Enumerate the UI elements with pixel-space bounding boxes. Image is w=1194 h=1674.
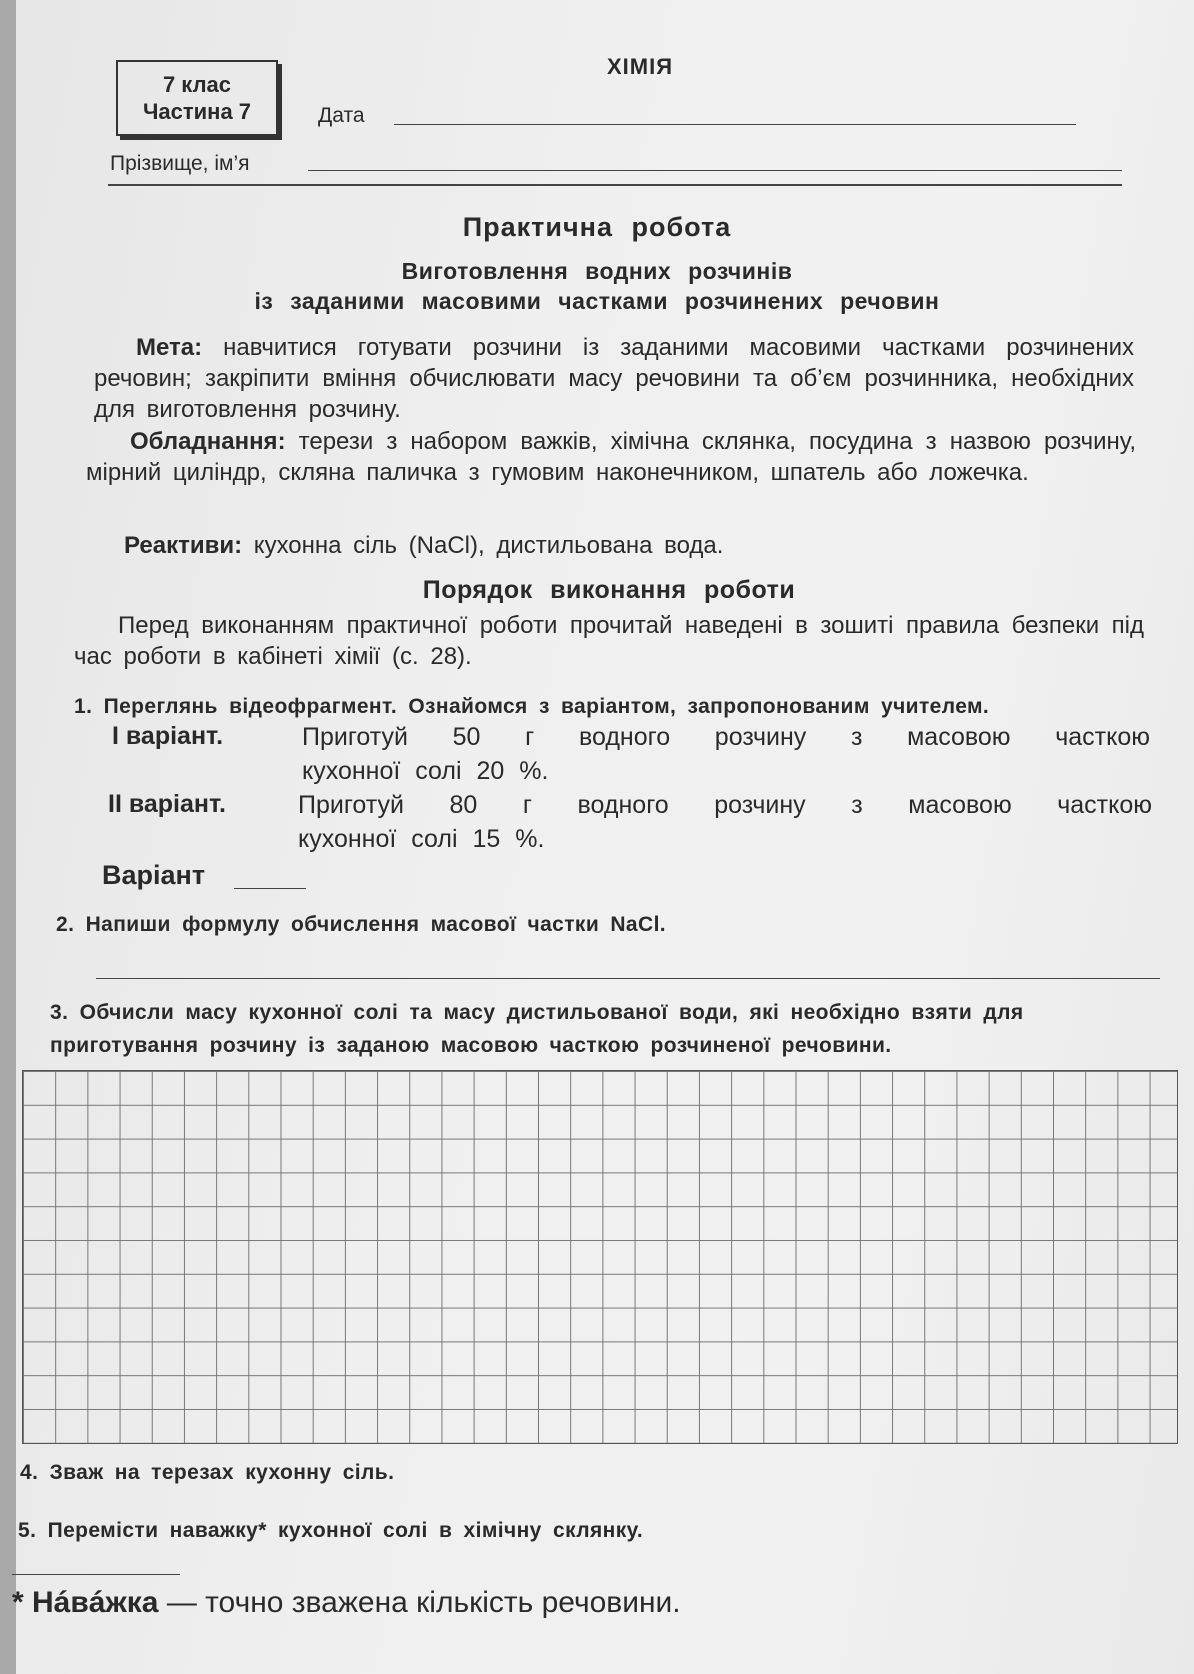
task-1-number: 1.: [74, 695, 93, 718]
equipment-paragraph: [86, 426, 1136, 488]
footnote-term: Нáвáжка: [32, 1586, 159, 1619]
page-edge-shadow: [0, 0, 16, 1674]
date-field[interactable]: [394, 124, 1076, 125]
task-1-text: Переглянь відеофрагмент. Ознайомся з варіантом, запропонованим учителем.: [103, 695, 990, 718]
class-label: 7 клас: [162, 72, 232, 97]
variant-2-line2: кухонної солі 15 %.: [298, 825, 545, 853]
procedure-heading: Порядок виконання роботи: [422, 576, 796, 604]
reagents-text: кухонна сіль (NaCl), дистильована вода.: [253, 532, 724, 559]
task-2: [56, 908, 1156, 941]
footnote-text: — точно зважена кількість речовини.: [166, 1586, 681, 1619]
subject-title: ХІМІЯ: [606, 54, 674, 79]
equipment-label: Обладнання:: [130, 428, 286, 455]
task-2-number: 2.: [56, 913, 75, 936]
reagents-label: Реактиви:: [124, 532, 243, 559]
name-field[interactable]: [308, 170, 1122, 171]
worksheet-subtitle-line2: із заданими масовими частками розчинених речовин: [254, 288, 940, 314]
class-part-box: [116, 60, 278, 136]
worksheet-subtitle-line1: Виготовлення водних розчинів: [401, 258, 793, 284]
task-4-text: Зваж на терезах кухонну сіль.: [49, 1461, 395, 1484]
goal-paragraph: [94, 332, 1134, 425]
variant-2-line1: Приготуй 80 г водного розчину з масовою часткою: [298, 791, 1152, 819]
date-label: Дата: [318, 104, 365, 127]
goal-label: Мета:: [136, 334, 203, 361]
task-2-text: Напиши формулу обчислення масової частки NaCl.: [85, 913, 667, 936]
task-3-number: 3.: [50, 1001, 69, 1024]
task-1: [74, 690, 1154, 723]
worksheet-title: Практична робота: [462, 212, 732, 242]
reagents-paragraph: [82, 530, 1132, 561]
name-label: Прізвище, ім’я: [110, 152, 250, 175]
variant-2-label: ІІ варіант.: [108, 790, 226, 818]
variant-choice-field[interactable]: [234, 888, 306, 889]
variant-1-line1: Приготуй 50 г водного розчину з масовою часткою: [302, 723, 1150, 751]
variant-1-line2: кухонної солі 20 %.: [302, 757, 549, 785]
footnote: * Нáвáжка — точно зважена кількість речовини.: [12, 1586, 681, 1619]
task-4: [20, 1456, 1160, 1489]
variant-choice-label: Варіант: [102, 860, 206, 890]
task-3-text: Обчисли масу кухонної солі та масу дистильованої води, які необхідно взяти для приготування розчину із заданою масовою часткою розчиненої речовини.: [50, 1001, 1024, 1057]
procedure-intro: Перед виконанням практичної роботи прочитай наведені в зошиті правила безпеки під час роботи в кабінеті хімії (с. 28).: [74, 612, 1144, 670]
variant-1-label: І варіант.: [112, 722, 224, 750]
goal-text: навчитися готувати розчини із заданими масовими частками розчинених речовин; закріпити вміння обчислювати масу речовини та об’єм розчинника, необхідних для виготовлення розчину.: [94, 334, 1135, 423]
header-divider: [108, 184, 1122, 186]
task-5-text: Перемісти наважку* кухонної солі в хімічну склянку.: [47, 1519, 644, 1542]
task-5-number: 5.: [18, 1519, 37, 1542]
equipment-text: терези з набором важків, хімічна склянка, посудина з назвою розчину, мірний циліндр, скляна паличка з гумовим наконечником, шпатель або ложечка.: [86, 428, 1137, 486]
task-5: [18, 1514, 1158, 1547]
formula-answer-field[interactable]: [96, 978, 1160, 979]
task-4-number: 4.: [20, 1461, 39, 1484]
footnote-divider: [12, 1574, 180, 1575]
calculation-grid[interactable]: [22, 1070, 1178, 1444]
part-label: Частина 7: [142, 99, 252, 124]
task-3: [50, 996, 1162, 1062]
